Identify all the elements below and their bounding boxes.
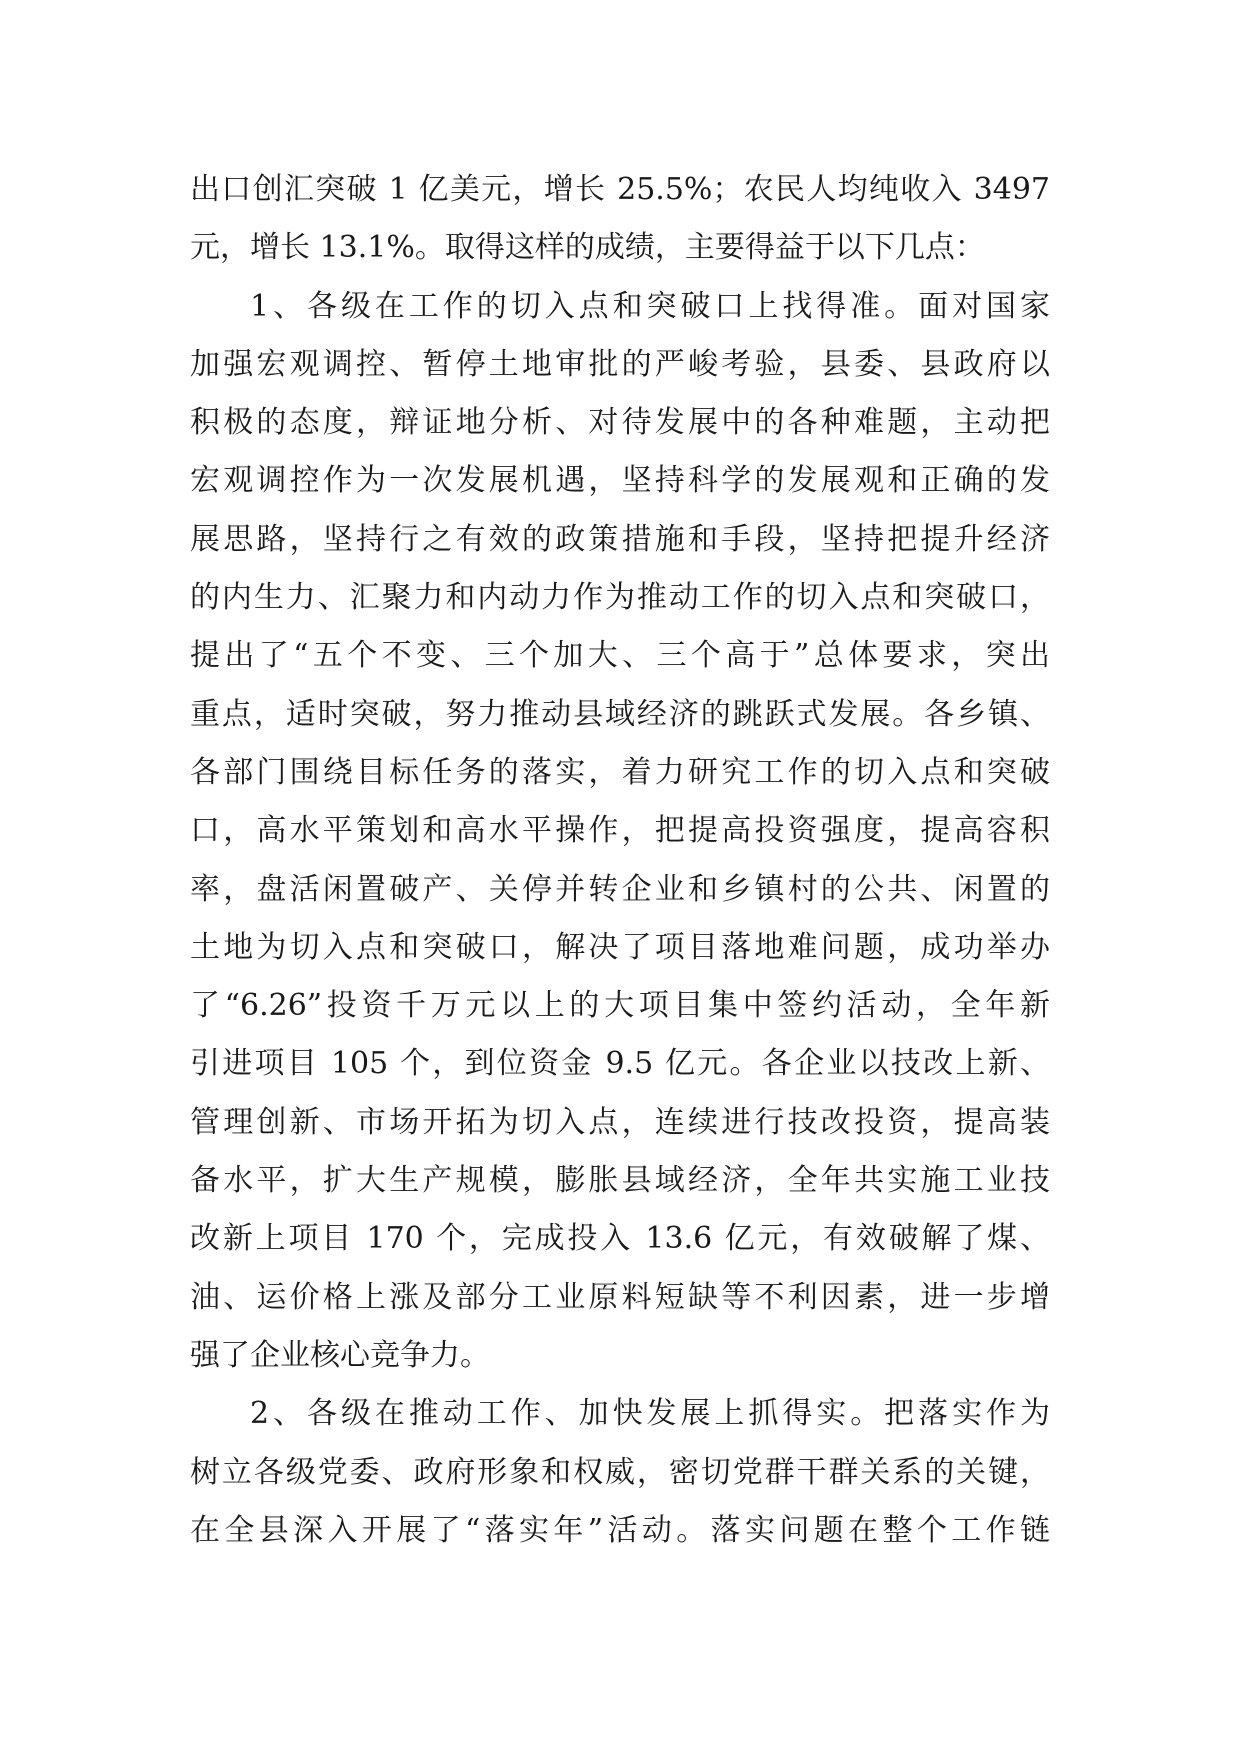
text-line: 了“6.26”投资千万元以上的大项目集中签约活动，全年新 (190, 988, 1050, 1024)
text-line: 加强宏观调控、暂停土地审批的严峻考验，县委、县政府以 (190, 346, 1050, 382)
text-line: 引进项目 105 个，到位资金 9.5 亿元。各企业以技改上新、 (190, 1046, 1050, 1082)
text-line: 积极的态度，辩证地分析、对待发展中的各种难题，主动把 (190, 405, 1050, 441)
text-line: 改新上项目 170 个，完成投入 13.6 亿元，有效破解了煤、 (190, 1221, 1050, 1257)
text-line: 各部门围绕目标任务的落实，着力研究工作的切入点和突破 (190, 754, 1050, 790)
text-line: 元，增长 13.1%。取得这样的成绩，主要得益于以下几点： (190, 230, 985, 266)
text-line: 强了企业核心竞争力。 (190, 1337, 490, 1373)
text-line: 展思路，坚持行之有效的政策措施和手段，坚持把提升经济 (190, 521, 1050, 557)
text-line: 率，盘活闲置破产、关停并转企业和乡镇村的公共、闲置的 (190, 871, 1050, 907)
text-line: 管理创新、市场开拓为切入点，连续进行技改投资，提高装 (190, 1104, 1050, 1140)
text-line: 土地为切入点和突破口，解决了项目落地难问题，成功举办 (190, 929, 1050, 965)
text-line: 树立各级党委、政府形象和权威，密切党群干群关系的关键， (190, 1454, 1050, 1490)
text-line: 提出了“五个不变、三个加大、三个高于”总体要求，突出 (190, 638, 1050, 674)
text-line: 备水平，扩大生产规模，膨胀县域经济，全年共实施工业技 (190, 1163, 1050, 1199)
paragraph-first-line: 2、各级在推动工作、加快发展上抓得实。把落实作为 (250, 1396, 1050, 1432)
text-line: 的内生力、汇聚力和内动力作为推动工作的切入点和突破口， (190, 580, 1050, 616)
text-line: 油、运价格上涨及部分工业原料短缺等不利因素，进一步增 (190, 1279, 1050, 1315)
paragraph-first-line: 1、各级在工作的切入点和突破口上找得准。面对国家 (250, 288, 1050, 324)
text-line: 口，高水平策划和高水平操作，把提高投资强度，提高容积 (190, 813, 1050, 849)
text-line: 重点，适时突破，努力推动县域经济的跳跃式发展。各乡镇、 (190, 696, 1050, 732)
text-line: 宏观调控作为一次发展机遇，坚持科学的发展观和正确的发 (190, 463, 1050, 499)
text-line: 出口创汇突破 1 亿美元，增长 25.5%；农民人均纯收入 3497 (190, 172, 1050, 207)
document-body (190, 161, 1050, 1560)
text-line: 在全县深入开展了“落实年”活动。落实问题在整个工作链 (190, 1512, 1050, 1548)
